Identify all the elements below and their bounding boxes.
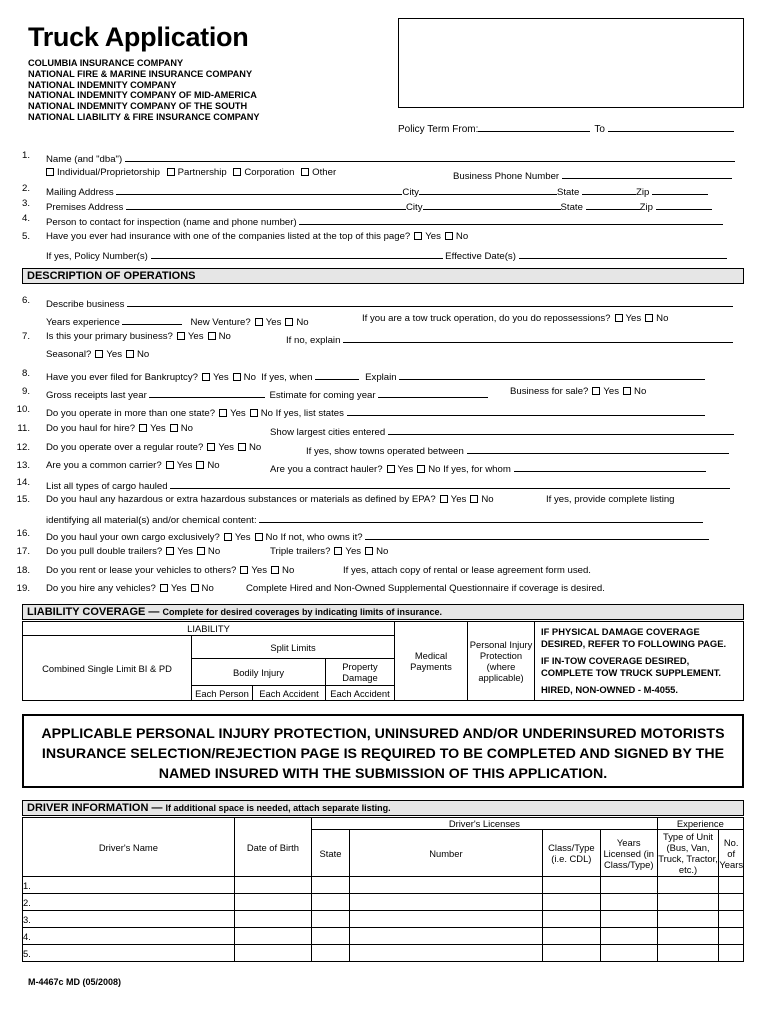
cities-row: Show largest cities entered: [270, 423, 734, 439]
for-whom-field[interactable]: [514, 460, 706, 472]
form-title: Truck Application: [28, 22, 249, 52]
split-limits-label: Split Limits: [192, 636, 395, 659]
q7-row: Is this your primary business? Yes No: [46, 331, 231, 342]
q10-row: Do you operate in more than one state? Yes No If yes, list states: [46, 404, 705, 420]
policy-term-row: Policy Term From: To: [398, 120, 734, 135]
tow-repo-row: If you are a tow truck operation, do you do repossessions? Yes No: [362, 313, 669, 324]
rent-no-checkbox[interactable]: [271, 566, 279, 574]
operations-header: DESCRIPTION OF OPERATIONS: [22, 268, 744, 284]
policy-numbers-field[interactable]: [151, 247, 443, 259]
driver-table: [22, 817, 744, 962]
for-sale-yes-checkbox[interactable]: [592, 387, 600, 395]
experience-header: Experience: [657, 818, 743, 830]
q6b-row: Years experience New Venture? Yes No: [46, 313, 309, 329]
class-type-header: Class/Type (i.e. CDL): [542, 830, 600, 877]
individual-checkbox[interactable]: [46, 168, 54, 176]
contract-no-checkbox[interactable]: [417, 465, 425, 473]
medical-payments-cell[interactable]: Medical Payments: [395, 622, 468, 701]
q19-row: Do you hire any vehicles? Yes No: [46, 583, 214, 594]
estimate-field[interactable]: [378, 386, 488, 398]
unit-type-header: Type of Unit (Bus, Van, Truck, Tractor, etc.): [658, 831, 718, 875]
liability-table: [22, 621, 744, 701]
hire-no-checkbox[interactable]: [191, 584, 199, 592]
q18-row: Do you rent or lease your vehicles to others? Yes No: [46, 565, 295, 576]
q7-explain-row: If no, explain: [286, 331, 733, 347]
new-venture-yes-checkbox[interactable]: [255, 318, 263, 326]
policy-numbers-row: If yes, Policy Number(s) Effective Date(s): [46, 247, 727, 263]
repo-yes-checkbox[interactable]: [615, 314, 623, 322]
dob-header: Date of Birth: [234, 818, 311, 877]
q12-row: Do you operate over a regular route? Yes No: [46, 442, 262, 453]
table-row: 5.: [23, 945, 744, 962]
table-row: 2.: [23, 894, 744, 911]
each-person-cell[interactable]: Each Person: [192, 686, 253, 701]
number-header: Number: [349, 830, 542, 877]
seasonal-no-checkbox[interactable]: [126, 350, 134, 358]
liability-header: LIABILITY COVERAGE — Complete for desired coverages by indicating limits of insurance.: [22, 604, 744, 620]
combined-single-cell[interactable]: Combined Single Limit BI & PD: [23, 636, 192, 701]
other-checkbox[interactable]: [301, 168, 309, 176]
effective-dates-field[interactable]: [519, 247, 727, 259]
cargo-types-field[interactable]: [170, 477, 730, 489]
q16-row: Do you haul your own cargo exclusively? Yes No If not, who owns it?: [46, 528, 709, 544]
double-no-checkbox[interactable]: [197, 547, 205, 555]
agent-stamp-box[interactable]: [398, 18, 744, 108]
hazmat-no-checkbox[interactable]: [470, 495, 478, 503]
premises-state-field[interactable]: [586, 198, 640, 210]
bodily-injury-label: Bodily Injury: [192, 659, 326, 686]
rent-yes-checkbox[interactable]: [240, 566, 248, 574]
triple-no-checkbox[interactable]: [365, 547, 373, 555]
company-name: NATIONAL FIRE & MARINE INSURANCE COMPANY: [28, 68, 253, 79]
mailing-zip-field[interactable]: [652, 183, 708, 195]
multistate-no-checkbox[interactable]: [250, 409, 258, 417]
towns-row: If yes, show towns operated between: [306, 442, 729, 458]
prior-insurance-row: Have you ever had insurance with one of the companies listed at the top of this page? Yes No: [46, 231, 469, 242]
hire-yes-checkbox[interactable]: [160, 584, 168, 592]
table-row: 4.: [23, 928, 744, 945]
own-cargo-yes-checkbox[interactable]: [224, 533, 232, 541]
each-accident-cell[interactable]: Each Accident: [253, 686, 326, 701]
for-sale-no-checkbox[interactable]: [623, 387, 631, 395]
company-name: COLUMBIA INSURANCE COMPANY: [28, 58, 184, 68]
premises-row: Premises Address City State Zip: [46, 198, 712, 214]
haul-hire-yes-checkbox[interactable]: [139, 424, 147, 432]
policy-from-field[interactable]: [478, 120, 590, 132]
mailing-row: Mailing Address City State Zip: [46, 183, 708, 199]
bankruptcy-yes-checkbox[interactable]: [202, 373, 210, 381]
triple-yes-checkbox[interactable]: [334, 547, 342, 555]
describe-business-field[interactable]: [127, 295, 733, 307]
q17-row: Do you pull double trailers? Yes No: [46, 546, 221, 557]
phone-field[interactable]: [562, 167, 732, 179]
towns-field[interactable]: [467, 442, 729, 454]
state-header: State: [312, 830, 350, 877]
gross-receipts-field[interactable]: [149, 386, 265, 398]
common-carrier-no-checkbox[interactable]: [196, 461, 204, 469]
bankruptcy-explain-field[interactable]: [399, 368, 705, 380]
prior-no-checkbox[interactable]: [445, 232, 453, 240]
contact-field[interactable]: [299, 213, 723, 225]
premises-field[interactable]: [126, 198, 406, 210]
seasonal-yes-checkbox[interactable]: [95, 350, 103, 358]
primary-yes-checkbox[interactable]: [177, 332, 185, 340]
q13-row: Are you a common carrier? Yes No: [46, 460, 220, 471]
contact-row: Person to contact for inspection (name and phone number): [46, 213, 723, 229]
entity-type-row: Individual/Proprietorship Partnership Corporation Other: [42, 167, 336, 179]
q9-row: Gross receipts last year Estimate for coming year: [46, 386, 488, 402]
hazmat-listing-field[interactable]: [259, 511, 703, 523]
policy-to-field[interactable]: [608, 120, 734, 132]
route-no-checkbox[interactable]: [238, 443, 246, 451]
seasonal-row: Seasonal? Yes No: [46, 349, 150, 360]
property-damage-label: Property Damage: [326, 659, 395, 686]
double-yes-checkbox[interactable]: [166, 547, 174, 555]
table-row: 3.: [23, 911, 744, 928]
new-venture-no-checkbox[interactable]: [285, 318, 293, 326]
prior-yes-checkbox[interactable]: [414, 232, 422, 240]
premises-city-field[interactable]: [423, 198, 561, 210]
company-name: NATIONAL INDEMNITY COMPANY OF MID-AMERICA: [28, 90, 257, 101]
primary-explain-field[interactable]: [343, 331, 733, 343]
coverage-notes: IF PHYSICAL DAMAGE COVERAGE DESIRED, REFER TO FOLLOWING PAGE. IF IN-TOW COVERAGE DESIRED, COMPLETE TOW TRUCK SUPPLEMENT. HIRED, NON-OWNED - M-4055.: [535, 622, 744, 701]
years-licensed-header: Years Licensed (in Class/Type): [600, 830, 657, 877]
pip-notice: APPLICABLE PERSONAL INJURY PROTECTION, UNINSURED AND/OR UNDERINSURED MOTORISTS INSURANCE SELECTION/REJECTION PAGE IS REQUIRED TO BE COMPLETED AND SIGNED BY THE NAMED INSURED WITH THE SUBMISSION OF THIS APPLICATION.: [22, 714, 744, 788]
liability-label: LIABILITY: [23, 622, 395, 636]
pd-each-accident-cell[interactable]: Each Accident: [326, 686, 395, 701]
premises-zip-field[interactable]: [656, 198, 712, 210]
common-carrier-yes-checkbox[interactable]: [166, 461, 174, 469]
who-owns-field[interactable]: [365, 528, 709, 540]
mailing-city-field[interactable]: [419, 183, 557, 195]
company-name: NATIONAL INDEMNITY COMPANY: [28, 79, 177, 90]
partnership-checkbox[interactable]: [167, 168, 175, 176]
table-row: 1.: [23, 877, 744, 894]
haul-hire-no-checkbox[interactable]: [170, 424, 178, 432]
q11-row: Do you haul for hire? Yes No: [46, 423, 193, 434]
q15-row: Do you haul any hazardous or extra hazardous substances or materials as defined by EPA? Yes No: [46, 494, 494, 505]
driver-header: DRIVER INFORMATION — If additional space is needed, attach separate listing.: [22, 800, 744, 816]
contract-yes-checkbox[interactable]: [387, 465, 395, 473]
corporation-checkbox[interactable]: [233, 168, 241, 176]
bankruptcy-no-checkbox[interactable]: [233, 373, 241, 381]
repo-no-checkbox[interactable]: [645, 314, 653, 322]
route-yes-checkbox[interactable]: [207, 443, 215, 451]
largest-cities-field[interactable]: [388, 423, 734, 435]
mailing-field[interactable]: [116, 183, 402, 195]
company-name: NATIONAL INDEMNITY COMPANY OF THE SOUTH: [28, 101, 248, 112]
no-years-header: No. of Years: [719, 830, 744, 877]
multistate-yes-checkbox[interactable]: [219, 409, 227, 417]
years-experience-field[interactable]: [122, 313, 182, 325]
form-number: M-4467c MD (05/2008): [28, 977, 122, 987]
for-sale-row: Business for sale? Yes No: [510, 386, 647, 397]
company-list: [28, 58, 260, 123]
hazmat-yes-checkbox[interactable]: [440, 495, 448, 503]
q8-row: Have you ever filed for Bankruptcy? Yes No If yes, when Explain: [46, 368, 705, 384]
pip-cell[interactable]: Personal Injury Protection (where applicable): [468, 622, 535, 701]
q14-row: List all types of cargo hauled: [46, 477, 730, 493]
company-name: NATIONAL LIABILITY & FIRE INSURANCE COMPANY: [28, 111, 260, 122]
driver-name-header: Driver's Name: [23, 818, 235, 877]
phone-row: Business Phone Number: [453, 167, 732, 183]
triple-row: Triple trailers? Yes No: [270, 546, 389, 557]
name-field[interactable]: [125, 150, 735, 162]
q15b-row: identifying all material(s) and/or chemical content:: [46, 511, 703, 527]
own-cargo-no-checkbox[interactable]: [255, 533, 263, 541]
q1-row: Name (and "dba"): [46, 150, 735, 166]
list-states-field[interactable]: [347, 404, 705, 416]
licenses-header: Driver's Licenses: [312, 818, 658, 830]
bankruptcy-when-field[interactable]: [315, 368, 359, 380]
contract-hauler-row: Are you a contract hauler? Yes No If yes, for whom: [270, 460, 706, 476]
primary-no-checkbox[interactable]: [208, 332, 216, 340]
mailing-state-field[interactable]: [582, 183, 636, 195]
q6-row: Describe business: [46, 295, 733, 311]
